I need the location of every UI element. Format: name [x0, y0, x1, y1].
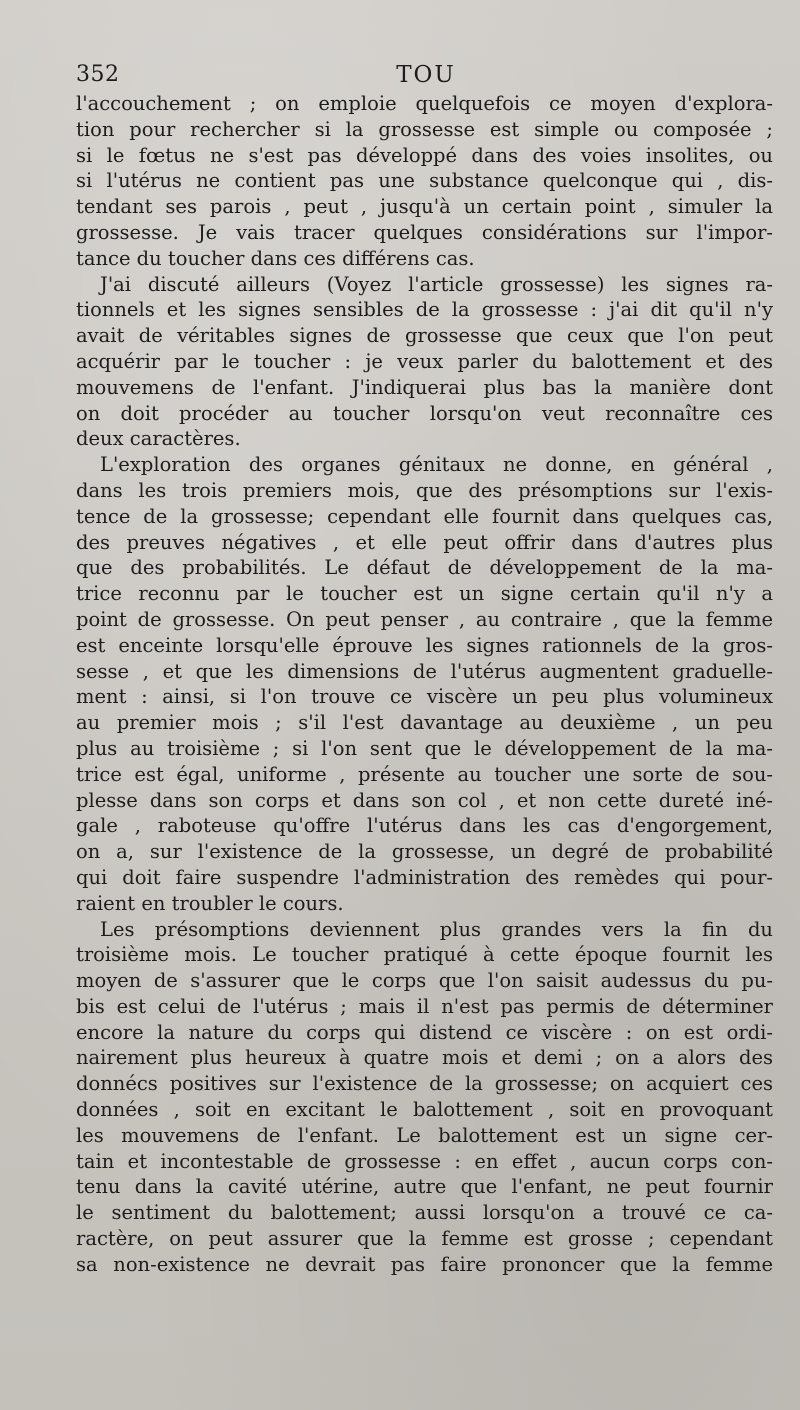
text-line: bis est celui de l'utérus ; mais il n'est pas permis de déterminer — [76, 994, 773, 1018]
text-line: l'accouchement ; on emploie quelquefois ce moyen d'explora- — [76, 92, 773, 115]
text-line: on a, sur l'existence de la grossesse, un degré de probabilité — [76, 840, 773, 864]
text-line: trice est égal, uniforme , présente au toucher une sorte de sou- — [76, 762, 773, 786]
text-line: tionnels et les signes sensibles de la grossesse : j'ai dit qu'il n'y — [76, 298, 773, 322]
text-line: plus au troisième ; si l'on sent que le développement de la ma- — [76, 736, 773, 760]
text-line: données , soit en excitant le balottement , soit en provoquant — [76, 1098, 773, 1122]
text-line: sesse , et que les dimensions de l'utérus augmentent graduelle- — [76, 659, 773, 683]
text-line: tence de la grossesse; cependant elle fournit dans quelques cas, — [76, 504, 773, 528]
text-line: plesse dans son corps et dans son col , et non cette dureté iné- — [76, 788, 773, 812]
text-line: sa non-existence ne devrait pas faire prononcer que la femme — [76, 1252, 773, 1276]
text-line: moyen de s'assurer que le corps que l'on saisit audessus du pu- — [76, 969, 773, 993]
text-line: on doit procéder au toucher lorsqu'on veut reconnaître ces — [76, 401, 773, 425]
text-line: que des probabilités. Le défaut de développement de la ma- — [76, 556, 773, 580]
text-line: Les présomptions deviennent plus grandes vers la fin du — [100, 917, 773, 941]
page-number: 352 — [76, 62, 120, 87]
page-header — [76, 62, 776, 92]
text-line: donnécs positives sur l'existence de la grossesse; on acquiert ces — [76, 1072, 773, 1096]
text-line: au premier mois ; s'il l'est davantage au deuxième , un peu — [76, 711, 773, 735]
text-line: est enceinte lorsqu'elle éprouve les signes rationnels de la gros- — [76, 633, 773, 657]
text-line: L'exploration des organes génitaux ne donne, en général , — [100, 453, 773, 477]
text-line: tenu dans la cavité utérine, autre que l'enfant, ne peut fournir — [76, 1175, 773, 1199]
text-line: acquérir par le toucher : je veux parler du balottement et des — [76, 349, 773, 373]
body-text — [76, 91, 773, 1278]
running-head: TOU — [396, 62, 456, 88]
text-line: trice reconnu par le toucher est un signe certain qu'il n'y a — [76, 582, 773, 606]
text-line: tion pour rechercher si la grossesse est simple ou composée ; — [76, 117, 773, 141]
text-line: raient en troubler le cours. — [76, 891, 344, 915]
text-line: le sentiment du balottement; aussi lorsqu'on a trouvé ce ca- — [76, 1201, 773, 1225]
text-line: grossesse. Je vais tracer quelques considérations sur l'impor- — [76, 220, 773, 244]
text-line: J'ai discuté ailleurs (Voyez l'article grossesse) les signes ra- — [100, 272, 773, 296]
text-line: des preuves négatives , et elle peut offrir dans d'autres plus — [76, 530, 773, 554]
text-line: si le fœtus ne s'est pas développé dans des voies insolites, ou — [76, 143, 773, 167]
text-line: deux caractères. — [76, 427, 241, 451]
text-line: qui doit faire suspendre l'administration des remèdes qui pour- — [76, 865, 773, 889]
text-line: tendant ses parois , peut , jusqu'à un certain point , simuler la — [76, 195, 773, 219]
text-line: si l'utérus ne contient pas une substance quelconque qui , dis- — [76, 169, 773, 193]
text-line: tain et incontestable de grossesse : en effet , aucun corps con- — [76, 1149, 773, 1173]
text-line: nairement plus heureux à quatre mois et demi ; on a alors des — [76, 1046, 773, 1070]
text-line: ment : ainsi, si l'on trouve ce viscère un peu plus volumineux — [76, 685, 773, 709]
text-line: point de grossesse. On peut penser , au contraire , que la femme — [76, 607, 773, 631]
text-line: avait de véritables signes de grossesse que ceux que l'on peut — [76, 324, 773, 348]
text-line: tance du toucher dans ces différens cas. — [76, 246, 475, 270]
text-line: dans les trois premiers mois, que des présomptions sur l'exis- — [76, 478, 773, 502]
text-line: mouvemens de l'enfant. J'indiquerai plus bas la manière dont — [76, 375, 773, 399]
text-line: troisième mois. Le toucher pratiqué à cette époque fournit les — [76, 943, 773, 967]
text-line: gale , raboteuse qu'offre l'utérus dans les cas d'engorgement, — [76, 814, 773, 838]
text-line: ractère, on peut assurer que la femme est grosse ; cependant — [76, 1227, 773, 1251]
text-line: les mouvemens de l'enfant. Le balottement est un signe cer- — [76, 1123, 773, 1147]
text-line: encore la nature du corps qui distend ce viscère : on est ordi- — [76, 1020, 773, 1044]
